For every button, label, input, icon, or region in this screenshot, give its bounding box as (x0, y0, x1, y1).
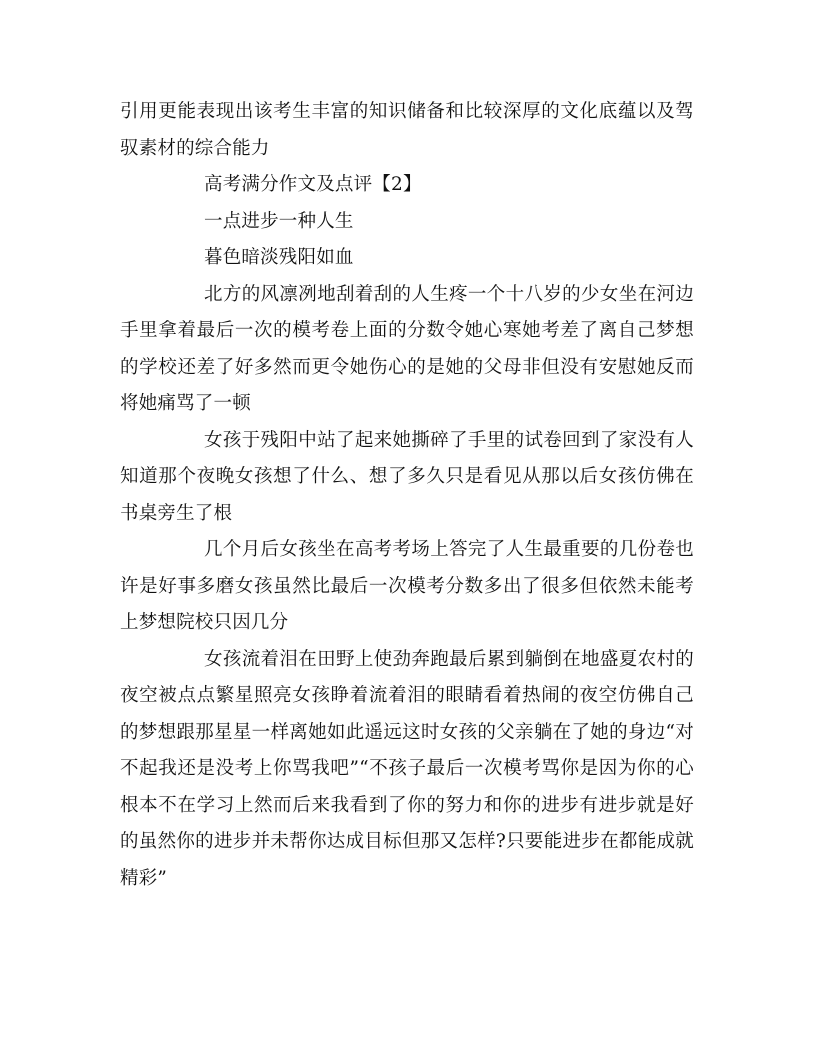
essay-title: 一点进步一种人生 (204, 210, 354, 232)
essay-section-heading: 高考满分作文及点评【2】 (204, 174, 422, 195)
paragraph-continuation: 引用更能表现出该考生丰富的知识储备和比较深厚的文化底蕴以及驾驭素材的综合能力 (120, 101, 694, 159)
essay-opening-line: 暮色暗淡残阳如血 (204, 247, 354, 268)
essay-paragraph: 女孩流着泪在田野上使劲奔跑最后累到躺倒在地盛夏农村的夜空被点点繁星照亮女孩睁着流着泪的眼睛看着热闹的夜空仿佛自己的梦想跟那星星一样离她如此遥远这时女孩的父亲躺在了她的身边“对不起我还是没考上你骂我吧”“不孩子最后一次模考骂你是因为你的心根本不在学习上然而后来我看到了你的努力和你的进步有进步就是好的虽然你的进步并未帮你达成目标但那又怎样?只要能进步在都能成就精彩” (120, 648, 694, 889)
document-body (120, 94, 694, 897)
essay-paragraph: 几个月后女孩坐在高考考场上答完了人生最重要的几份卷也许是好事多磨女孩虽然比最后一次模考分数多出了很多但依然未能考上梦想院校只因几分 (120, 539, 694, 633)
essay-paragraph: 北方的风凛冽地刮着刮的人生疼一个十八岁的少女坐在河边手里拿着最后一次的模考卷上面的分数令她心寒她考差了离自己梦想的学校还差了好多然而更令她伤心的是她的父母非但没有安慰她反而将她痛骂了一顿 (120, 283, 694, 414)
essay-paragraph: 女孩于残阳中站了起来她撕碎了手里的试卷回到了家没有人知道那个夜晚女孩想了什么、想了多久只是看见从那以后女孩仿佛在书桌旁生了根 (120, 429, 694, 524)
